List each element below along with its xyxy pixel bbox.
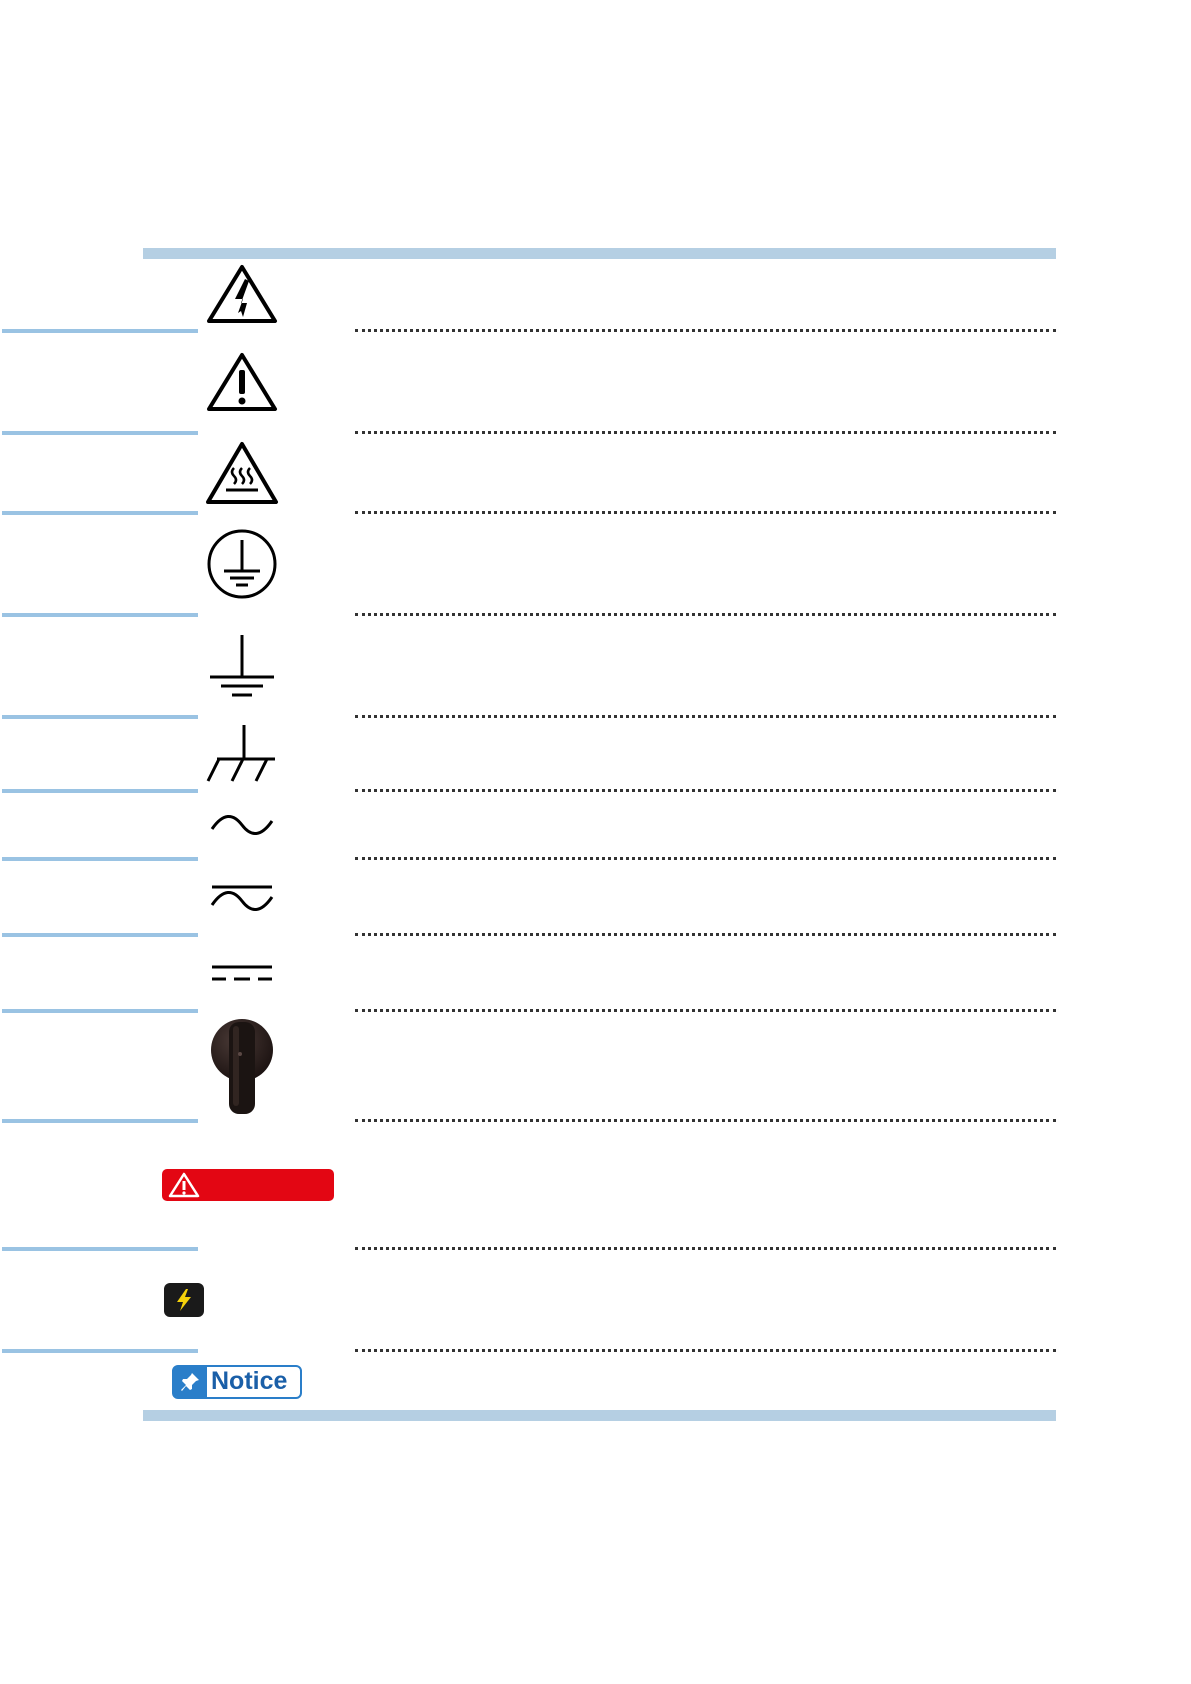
table-row <box>143 937 1056 1009</box>
table-row <box>143 719 1056 789</box>
description-cell <box>355 617 1056 715</box>
description-cell <box>355 1251 1056 1349</box>
table-row <box>143 515 1056 613</box>
description-cell <box>355 1353 1056 1410</box>
table-row <box>143 1013 1056 1119</box>
table-bottom-border <box>143 1410 1056 1421</box>
table-row <box>143 1353 1056 1410</box>
warning-triangle-icon <box>168 1172 200 1198</box>
notice-label-icon <box>172 1365 302 1399</box>
symbol-cell <box>143 1013 341 1119</box>
table-row <box>143 1251 1056 1349</box>
table-row <box>143 793 1056 857</box>
earth-ground-icon <box>207 633 277 699</box>
symbol-cell <box>143 719 341 789</box>
symbol-cell <box>143 435 341 511</box>
ac-dc-icon <box>209 881 275 913</box>
protective-earth-icon <box>206 528 278 600</box>
description-cell <box>355 515 1056 613</box>
symbol-cell <box>143 861 341 933</box>
pushpin-icon <box>173 1367 207 1397</box>
symbol-cell <box>143 1353 341 1410</box>
dc-icon <box>211 962 273 984</box>
description-cell <box>355 333 1056 431</box>
symbol-cell <box>143 1251 341 1349</box>
table-row <box>143 1123 1056 1247</box>
table-row <box>143 259 1056 329</box>
table-top-border <box>143 248 1056 259</box>
caution-exclamation-icon <box>205 351 279 413</box>
symbol-cell <box>143 333 341 431</box>
description-cell <box>355 1013 1056 1119</box>
description-cell <box>355 793 1056 857</box>
description-cell <box>355 861 1056 933</box>
symbol-cell <box>143 515 341 613</box>
electric-shock-warning-icon <box>205 263 279 325</box>
description-cell <box>355 937 1056 1009</box>
danger-lightning-icon <box>164 1283 204 1317</box>
table-row <box>143 435 1056 511</box>
table-row <box>143 333 1056 431</box>
symbol-cell <box>143 259 341 329</box>
symbol-cell <box>143 1123 341 1247</box>
symbol-cell <box>143 937 341 1009</box>
description-cell <box>355 1123 1056 1247</box>
power-switch-knob-icon <box>207 1016 277 1116</box>
hot-surface-icon <box>204 440 280 506</box>
warning-label-icon <box>162 1169 334 1201</box>
table-row <box>143 617 1056 715</box>
symbol-cell <box>143 617 341 715</box>
description-cell <box>355 719 1056 789</box>
chassis-ground-icon <box>205 723 279 785</box>
notice-word: Notice <box>211 1367 288 1395</box>
description-cell <box>355 259 1056 329</box>
ac-icon <box>209 811 275 839</box>
symbol-cell <box>143 793 341 857</box>
table-row <box>143 861 1056 933</box>
description-cell <box>355 435 1056 511</box>
